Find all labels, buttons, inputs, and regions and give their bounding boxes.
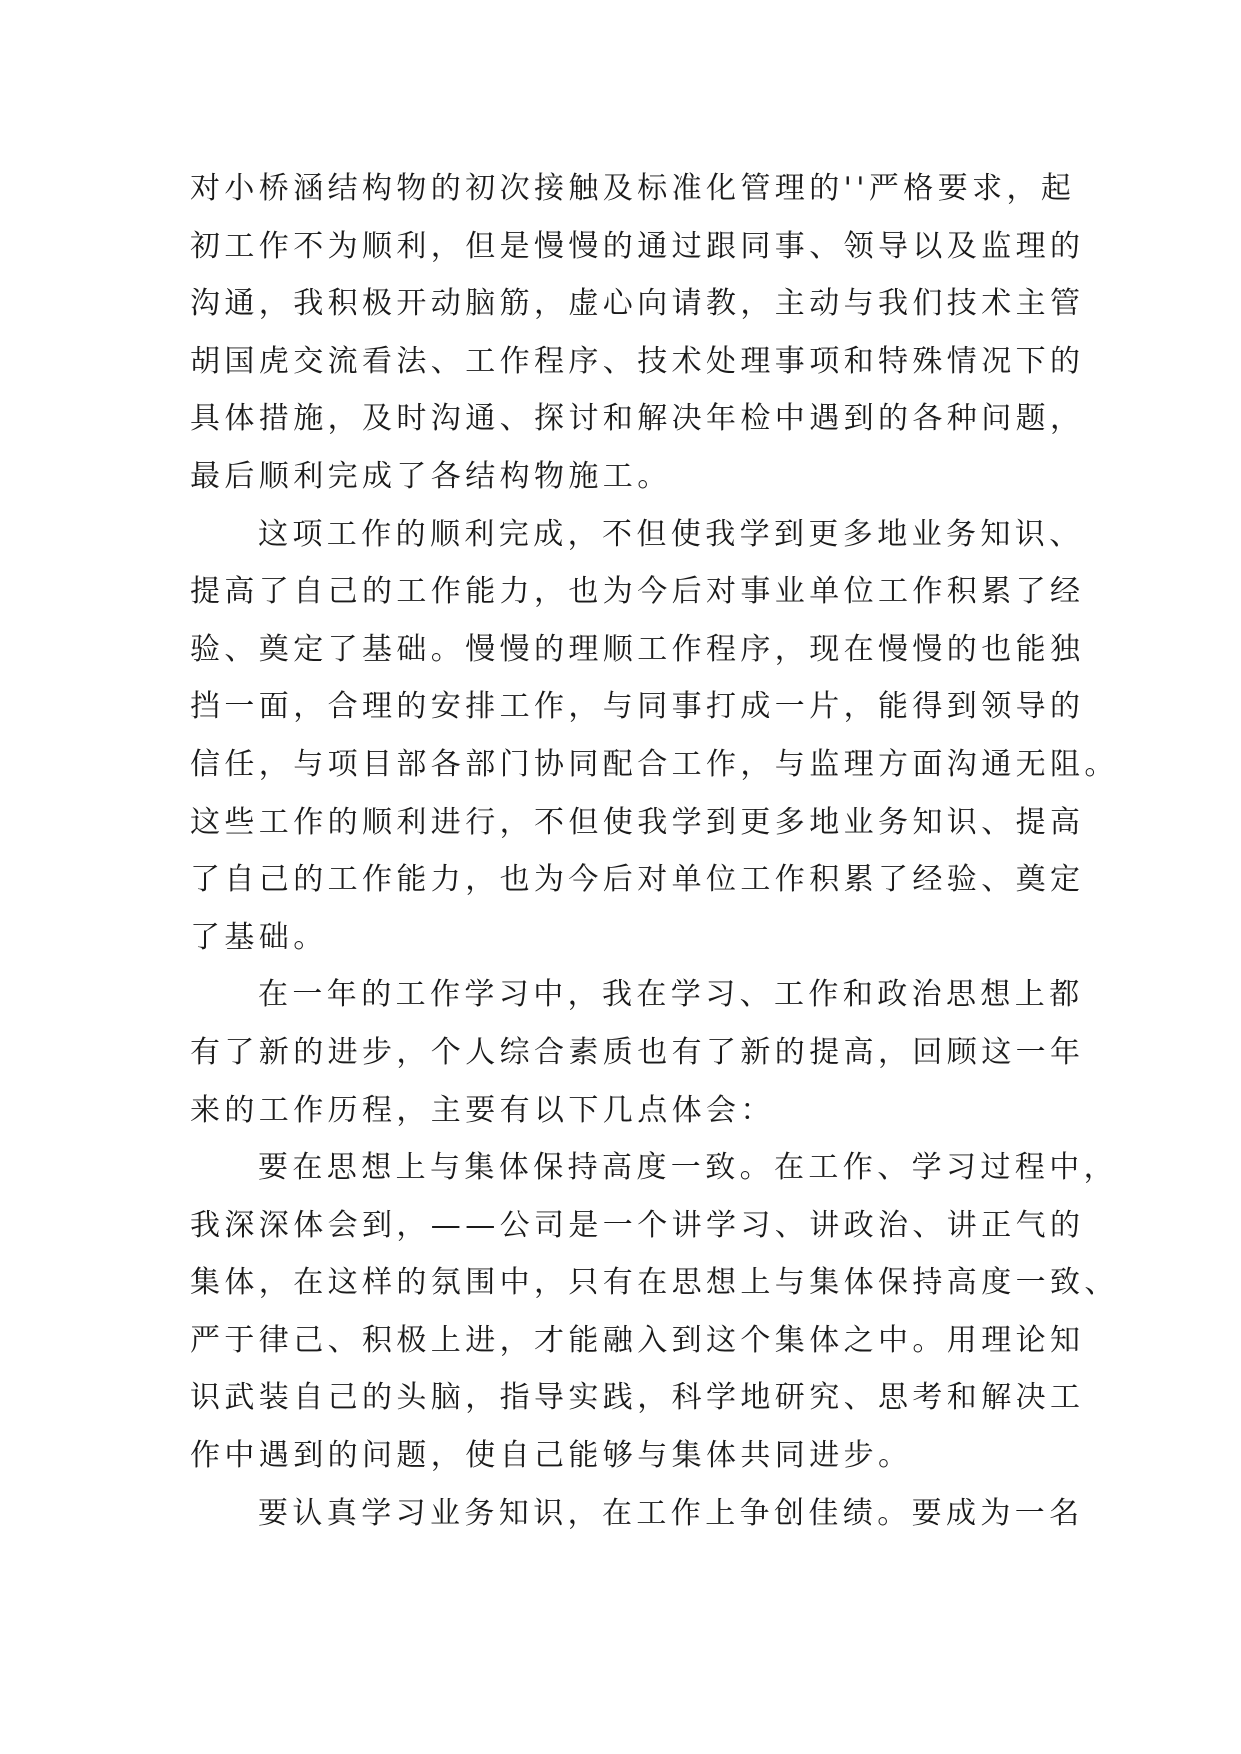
text-line: 识武装自己的头脑，指导实践，科学地研究、思考和解决工 <box>190 1380 1085 1416</box>
text-line: 初工作不为顺利，但是慢慢的通过跟同事、领导以及监理的 <box>190 228 1085 264</box>
text-line: 有了新的进步，个人综合素质也有了新的提高，回顾这一年 <box>190 1034 1085 1070</box>
text-line: 我深深体会到，——公司是一个讲学习、讲政治、讲正气的 <box>190 1207 1085 1243</box>
text-line: 了基础。 <box>190 919 328 955</box>
text-line: 这些工作的顺利进行，不但使我学到更多地业务知识、提高 <box>190 804 1085 840</box>
text-line: 来的工作历程，主要有以下几点体会： <box>190 1092 775 1128</box>
text-line: 信任，与项目部各部门协同配合工作，与监理方面沟通无阻。 <box>190 746 1119 782</box>
text-line: 作中遇到的问题，使自己能够与集体共同进步。 <box>190 1438 913 1474</box>
text-line: 挡一面，合理的安排工作，与同事打成一片，能得到领导的 <box>190 689 1085 725</box>
text-line: 严于律己、积极上进，才能融入到这个集体之中。用理论知 <box>190 1322 1085 1358</box>
text-line: 对小桥涵结构物的初次接触及标准化管理的''严格要求，起 <box>190 171 1076 206</box>
paragraph-first-line: 这项工作的顺利完成，不但使我学到更多地业务知识、 <box>258 516 1084 552</box>
text-line: 集体，在这样的氛围中，只有在思想上与集体保持高度一致、 <box>190 1265 1119 1301</box>
paragraph-first-line: 要在思想上与集体保持高度一致。在工作、学习过程中， <box>258 1150 1118 1186</box>
text-line: 提高了自己的工作能力，也为今后对事业单位工作积累了经 <box>190 574 1085 610</box>
text-line: 具体措施，及时沟通、探讨和解决年检中遇到的各种问题， <box>190 401 1085 437</box>
text-line: 最后顺利完成了各结构物施工。 <box>190 458 672 494</box>
text-line: 沟通，我积极开动脑筋，虚心向请教，主动与我们技术主管 <box>190 286 1085 322</box>
document-body <box>190 160 1119 1542</box>
text-line: 验、奠定了基础。慢慢的理顺工作程序，现在慢慢的也能独 <box>190 631 1085 667</box>
paragraph-first-line: 要认真学习业务知识，在工作上争创佳绩。要成为一名 <box>258 1495 1084 1531</box>
text-line: 胡国虎交流看法、工作程序、技术处理事项和特殊情况下的 <box>190 343 1085 379</box>
paragraph-first-line: 在一年的工作学习中，我在学习、工作和政治思想上都 <box>258 977 1084 1013</box>
text-line: 了自己的工作能力，也为今后对单位工作积累了经验、奠定 <box>190 862 1085 898</box>
